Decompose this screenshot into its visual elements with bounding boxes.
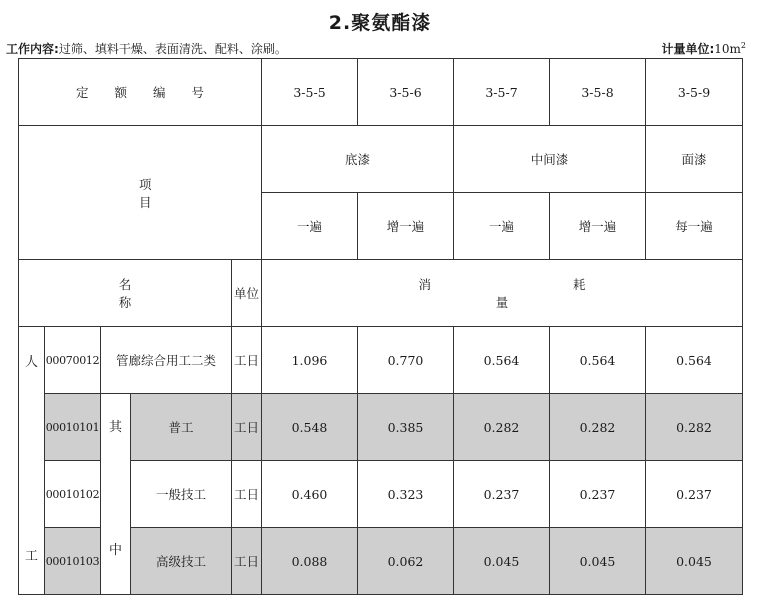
- quota-table: [18, 58, 743, 595]
- labor-side-label-gong: 工: [19, 394, 45, 595]
- work-content: [6, 40, 287, 57]
- row-unit: 工日: [232, 461, 262, 528]
- quota-code-5: 3-5-9: [646, 59, 743, 126]
- row-unit: 工日: [232, 528, 262, 595]
- row-value: 0.564: [454, 327, 550, 394]
- other-side-label-zhong: 中: [108, 543, 122, 558]
- page-title: 2.聚氨酯漆: [328, 12, 432, 34]
- row-value: 0.282: [646, 394, 743, 461]
- consumption-label: 消耗量: [262, 260, 743, 327]
- row-code: 00010102: [45, 461, 101, 528]
- row-name: 普工: [131, 394, 232, 461]
- row-value: 0.770: [358, 327, 454, 394]
- row-value: 0.385: [358, 394, 454, 461]
- row-value: 0.282: [550, 394, 646, 461]
- item-label: 项目: [19, 126, 262, 260]
- row-value: 0.237: [646, 461, 743, 528]
- row-unit: 工日: [232, 394, 262, 461]
- name-header-row: [19, 260, 743, 327]
- other-side-label: [101, 394, 131, 595]
- row-code: 00070012: [45, 327, 101, 394]
- measurement-unit: [661, 40, 746, 57]
- quota-code-3: 3-5-7: [454, 59, 550, 126]
- other-side-label-qi: 其: [108, 420, 122, 435]
- row-value: 0.237: [550, 461, 646, 528]
- row-value: 0.088: [262, 528, 358, 595]
- row-value: 0.564: [550, 327, 646, 394]
- pass-4: 增一遍: [550, 193, 646, 260]
- row-value: 0.548: [262, 394, 358, 461]
- quota-number-row: [19, 59, 743, 126]
- pass-5: 每一遍: [646, 193, 743, 260]
- row-value: 0.282: [454, 394, 550, 461]
- row-value: 0.323: [358, 461, 454, 528]
- row-value: 0.045: [550, 528, 646, 595]
- row-name: 管廊综合用工二类: [101, 327, 232, 394]
- row-code: 00010101: [45, 394, 101, 461]
- unit-column-label: 单位: [232, 260, 262, 327]
- quota-number-label: 定额编号: [19, 59, 262, 126]
- pass-1: 一遍: [262, 193, 358, 260]
- row-value: 0.062: [358, 528, 454, 595]
- work-content-label: 工作内容:: [6, 42, 59, 56]
- row-code: 00010103: [45, 528, 101, 595]
- measurement-unit-sup: 2: [740, 41, 746, 50]
- item-group-row: [19, 126, 743, 193]
- row-value: 0.564: [646, 327, 743, 394]
- group-primer: 底漆: [262, 126, 454, 193]
- table-row: [19, 394, 743, 461]
- row-unit: 工日: [232, 327, 262, 394]
- group-topcoat: 面漆: [646, 126, 743, 193]
- quota-code-2: 3-5-6: [358, 59, 454, 126]
- row-value: 0.045: [454, 528, 550, 595]
- pass-2: 增一遍: [358, 193, 454, 260]
- group-intermediate: 中间漆: [454, 126, 646, 193]
- pass-3: 一遍: [454, 193, 550, 260]
- quota-code-4: 3-5-8: [550, 59, 646, 126]
- row-value: 0.045: [646, 528, 743, 595]
- row-name: 高级技工: [131, 528, 232, 595]
- row-value: 0.460: [262, 461, 358, 528]
- labor-side-label-ren: 人: [19, 327, 45, 394]
- row-value: 0.237: [454, 461, 550, 528]
- table-row: [19, 327, 743, 394]
- measurement-unit-label: 计量单位:: [661, 42, 715, 56]
- row-value: 1.096: [262, 327, 358, 394]
- quota-code-1: 3-5-5: [262, 59, 358, 126]
- row-name: 一般技工: [131, 461, 232, 528]
- name-label: 名称: [19, 260, 232, 327]
- measurement-unit-value: 10m: [714, 42, 741, 56]
- work-content-value: 过筛、填料干燥、表面清洗、配料、涂刷。: [58, 42, 287, 56]
